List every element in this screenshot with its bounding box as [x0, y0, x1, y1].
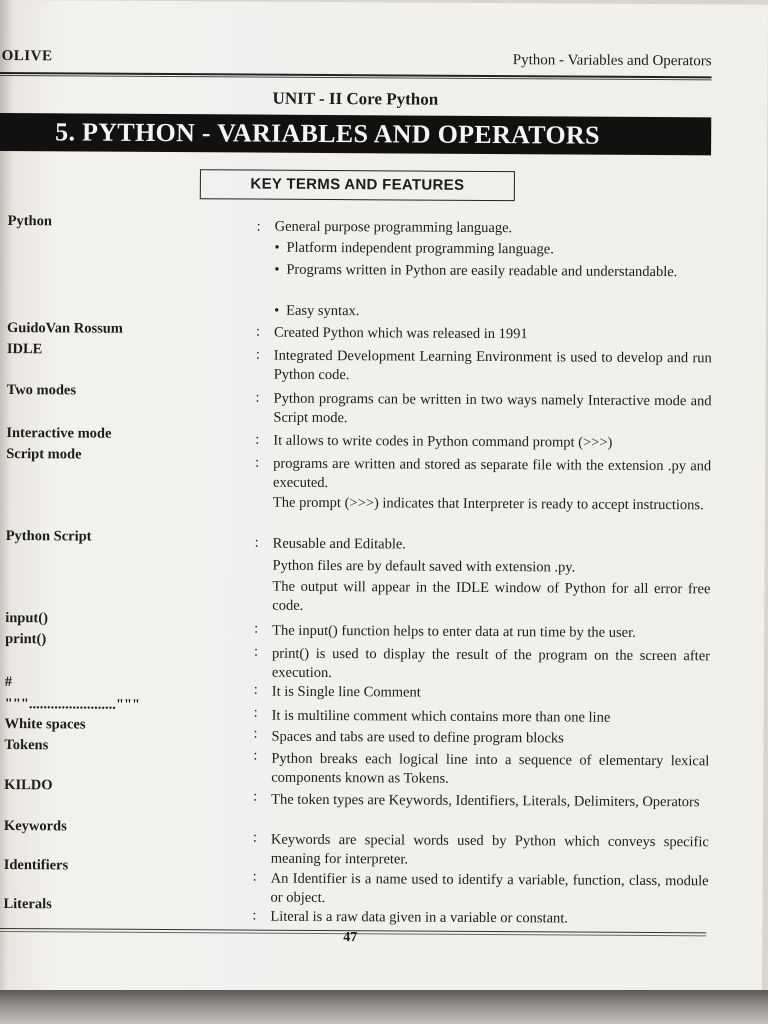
colon: :: [254, 534, 259, 551]
term-keywords: Keywords: [3, 818, 67, 835]
definition-white-spaces: Spaces and tabs are used to define program blocks: [271, 728, 564, 747]
term-guido: GuidoVan Rossum: [6, 320, 123, 337]
chapter-title: 5. PYTHON - VARIABLES AND OPERATORS: [0, 113, 711, 155]
definition-script-mode-note: The prompt (>>>) indicates that Interpreter is ready to accept instructions.: [272, 494, 704, 514]
definition-python: General purpose programming language.: [274, 218, 513, 237]
colon: :: [253, 704, 258, 721]
term-tokens: Tokens: [4, 737, 49, 754]
definition-hash: It is Single line Comment: [271, 683, 421, 701]
colon: :: [255, 454, 260, 471]
colon: :: [255, 346, 260, 363]
definition-python-script-output: The output will appear in the IDLE window of Python for all error free code.: [272, 578, 711, 614]
definition-two-modes: Python programs can be written in two ways namely Interactive mode and Script mode.: [273, 390, 712, 427]
bullet-item: • Programs written in Python are easily readable and understandable.: [274, 261, 678, 281]
term-print: print(): [5, 631, 47, 648]
definition-keywords: Keywords are special words used by Python which conveys specific meaning for interpreter.: [270, 831, 709, 868]
definition-tokens: Python breaks each logical line into a sequence of elementary lexical components known as Tokens.: [271, 750, 710, 787]
definition-script-mode: programs are written and stored as separate file with the extension .py and executed.: [273, 455, 712, 492]
definition-literals: Literal is a raw data given in a variable or constant.: [270, 908, 568, 927]
term-python-script: Python Script: [5, 528, 92, 545]
definition-interactive-mode: It allows to write codes in Python command prompt (>>>): [273, 432, 613, 451]
term-identifiers: Identifiers: [3, 857, 69, 874]
page-edge-shadow: [0, 990, 768, 1024]
term-python: Python: [7, 213, 53, 230]
definition-python-script-ext: Python files are by default saved with extension .py.: [272, 557, 576, 576]
colon: :: [253, 681, 258, 698]
definition-print: print() is used to display the result of the program on the screen after execution.: [271, 645, 711, 682]
definition-input: The input() function helps to enter data at run time by the user.: [272, 622, 636, 641]
definition-kildo: The token types are Keywords, Identifiers, Literals, Delimiters, Operators: [271, 791, 700, 811]
definition-identifiers: An Identifier is a name used to identify a variable, function, class, module or object.: [270, 870, 709, 907]
term-idle: IDLE: [6, 341, 43, 358]
colon: :: [252, 868, 257, 885]
colon: :: [252, 829, 257, 846]
colon: :: [252, 907, 257, 924]
colon: :: [256, 218, 261, 235]
definition-idle: Integrated Development Learning Environment is used to develop and run Python code.: [273, 347, 712, 384]
colon: :: [253, 643, 259, 660]
section-heading-box: KEY TERMS AND FEATURES: [200, 169, 515, 201]
colon: :: [255, 431, 260, 448]
colon: :: [253, 788, 258, 805]
colon: :: [255, 389, 260, 406]
publisher-name: OLIVE: [1, 48, 53, 65]
term-literals: Literals: [3, 896, 52, 913]
definition-python-script: Reusable and Editable.: [272, 535, 407, 553]
colon: :: [254, 620, 259, 637]
term-script-mode: Script mode: [6, 446, 82, 463]
term-multiline-quotes: """........................""": [4, 696, 141, 713]
colon: :: [253, 747, 258, 764]
term-hash: #: [4, 674, 13, 691]
bullet-item: • Easy syntax.: [274, 302, 360, 320]
term-two-modes: Two modes: [6, 382, 77, 399]
bullet-item: • Platform independent programming language.: [274, 239, 554, 258]
running-title: Python - Variables and Operators: [512, 52, 712, 70]
unit-title: UNIT - II Core Python: [272, 88, 439, 109]
definition-guido: Created Python which was released in 1991: [273, 324, 528, 343]
term-input: input(): [5, 610, 48, 627]
term-white-spaces: White spaces: [4, 716, 86, 733]
colon: :: [253, 725, 258, 742]
term-kildo: KILDO: [4, 777, 53, 794]
definition-multiline: It is multiline comment which contains more than one line: [271, 707, 611, 726]
term-interactive-mode: Interactive mode: [6, 425, 112, 442]
colon: :: [255, 323, 261, 340]
page-number: 47: [343, 930, 358, 946]
